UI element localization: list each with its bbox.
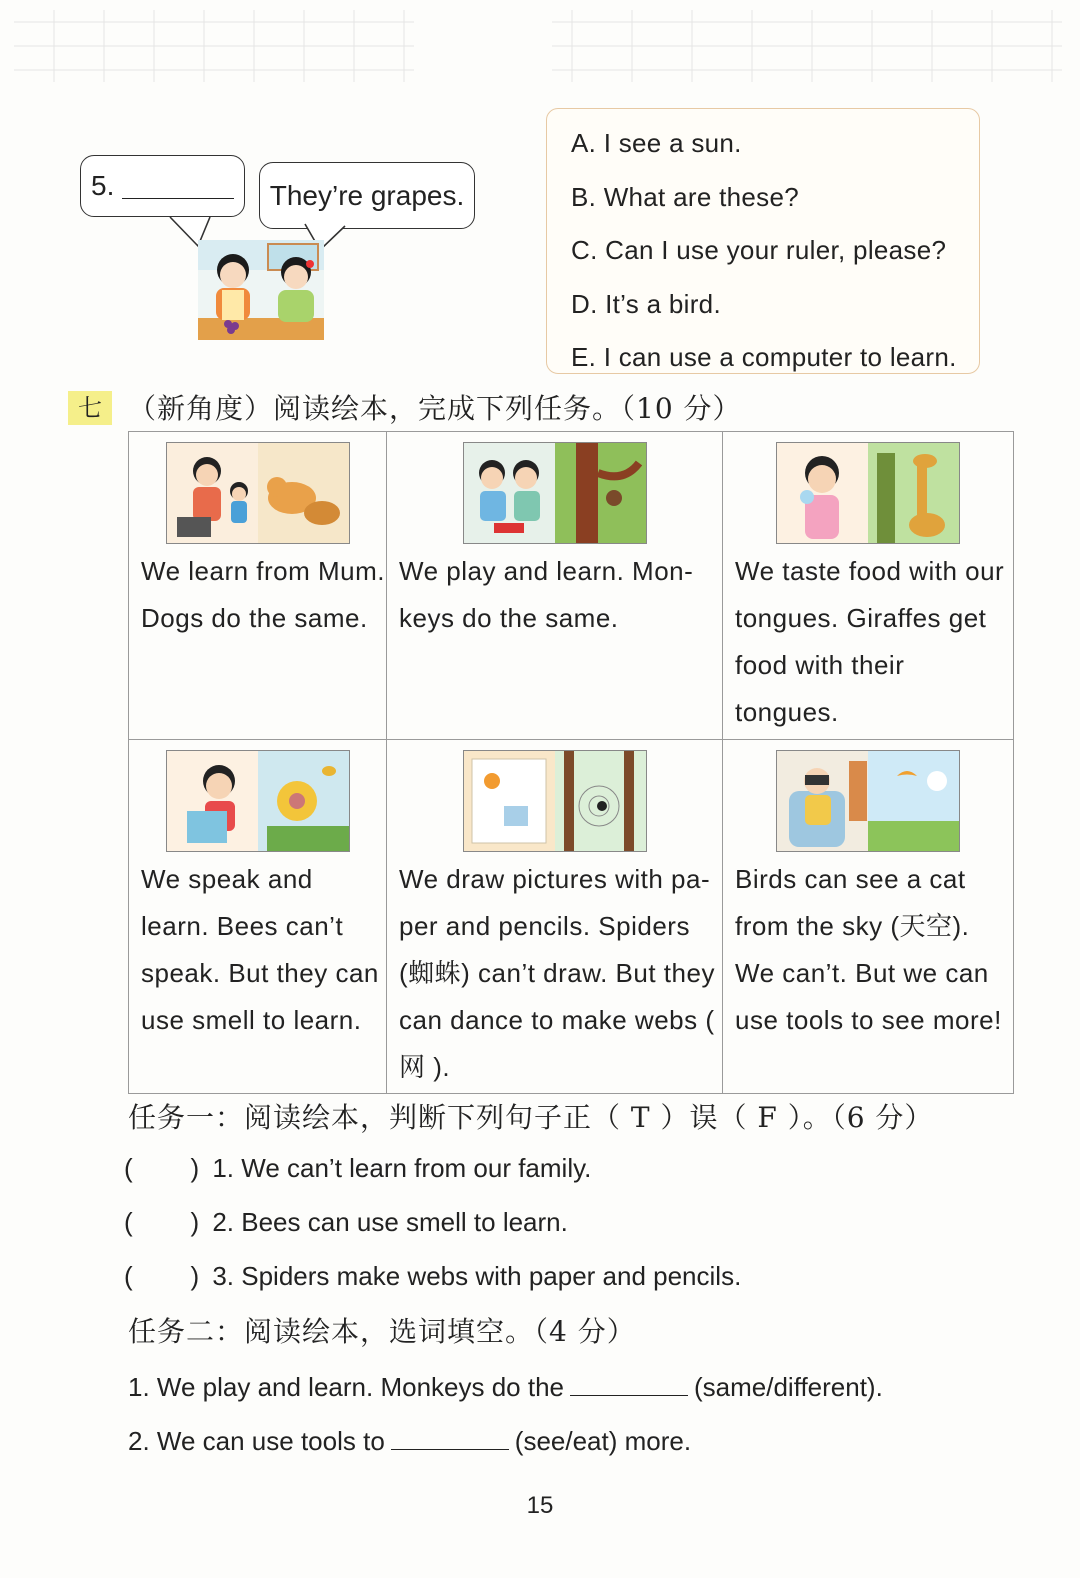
true-false-blank-3[interactable]: ( ) xyxy=(124,1261,200,1291)
panel-3-text: We taste food with our tongues. Giraffes get food with their tongues. xyxy=(735,556,1005,727)
question-bubble xyxy=(80,155,245,217)
task2-title: 任务二：阅读绘本，选词填空。（4 分） xyxy=(128,1315,636,1348)
panel-5-text: We draw pictures with pa-per and pencils. Spiders (蜘蛛) can’t draw. But they can dance to make webs ( 网 ). xyxy=(399,864,715,1082)
task1-item-3 xyxy=(124,1261,741,1292)
task2-item-1-before: 1. We play and learn. Monkeys do the xyxy=(128,1372,564,1402)
panel-1 xyxy=(129,442,386,642)
task1-title: 任务一：阅读绘本，判断下列句子正（ T ）误（ F ）。（6 分） xyxy=(128,1101,934,1134)
option-a: A. I see a sun. xyxy=(571,128,742,158)
task2-item-2 xyxy=(128,1423,691,1457)
panel-6-text: Birds can see a cat from the sky (天空). We can’t. But we can use tools to see more! xyxy=(735,864,1002,1035)
fill-blank-1[interactable] xyxy=(570,1369,688,1396)
panel-2-text: We play and learn. Mon-keys do the same. xyxy=(399,556,694,633)
girls-grapes-picture xyxy=(198,240,324,340)
panel-4-text: We speak and learn. Bees can’t speak. But they can use smell to learn. xyxy=(141,864,379,1035)
task2-item-1-after: (same/different). xyxy=(694,1372,883,1402)
panel-2 xyxy=(387,442,722,642)
panel-6 xyxy=(723,750,1013,1044)
task1-item-1-text: 1. We can’t learn from our family. xyxy=(212,1153,592,1183)
fill-blank-2[interactable] xyxy=(391,1423,509,1450)
panel-3 xyxy=(723,442,1013,736)
task1-item-2 xyxy=(124,1207,568,1238)
panel-1-text: We learn from Mum. Dogs do the same. xyxy=(141,556,386,633)
option-d: D. It’s a bird. xyxy=(571,288,721,319)
mum-cooking-and-dogs-picture xyxy=(166,442,350,544)
writing-grid-right xyxy=(552,10,1062,82)
task1-item-2-text: 2. Bees can use smell to learn. xyxy=(212,1207,568,1237)
task1-item-3-text: 3. Spiders make webs with paper and pencils. xyxy=(212,1261,742,1291)
page-number: 15 xyxy=(526,1492,554,1519)
question-number: 5. xyxy=(91,170,115,201)
girl-lollipop-and-giraffe-picture xyxy=(776,442,960,544)
picture-book-table xyxy=(128,431,1014,1094)
drawing-and-spider-picture xyxy=(463,750,647,852)
vr-boy-and-birds-picture xyxy=(776,750,960,852)
boys-playing-and-monkey-picture xyxy=(463,442,647,544)
option-b: B. What are these? xyxy=(571,181,799,212)
section-title: （新角度）阅读绘本，完成下列任务。（10 分） xyxy=(128,392,742,425)
task2-item-2-after: (see/eat) more. xyxy=(514,1426,692,1456)
option-c: C. Can I use your ruler, please? xyxy=(571,235,947,265)
answer-blank-5[interactable] xyxy=(122,174,234,199)
answer-options-box xyxy=(546,108,980,374)
panel-4 xyxy=(129,750,386,1044)
true-false-blank-1[interactable]: ( ) xyxy=(124,1153,200,1183)
answer-text: They’re grapes. xyxy=(269,179,465,211)
task2-item-2-before: 2. We can use tools to xyxy=(128,1426,385,1456)
section-number: 七 xyxy=(68,391,112,425)
option-e: E. I can use a computer to learn. xyxy=(571,342,957,372)
panel-5 xyxy=(387,750,722,1091)
task1-item-1 xyxy=(124,1153,591,1184)
true-false-blank-2[interactable]: ( ) xyxy=(124,1207,200,1237)
girl-reading-and-bee-picture xyxy=(166,750,350,852)
writing-grid-left xyxy=(14,10,414,82)
task2-item-1 xyxy=(128,1369,883,1403)
